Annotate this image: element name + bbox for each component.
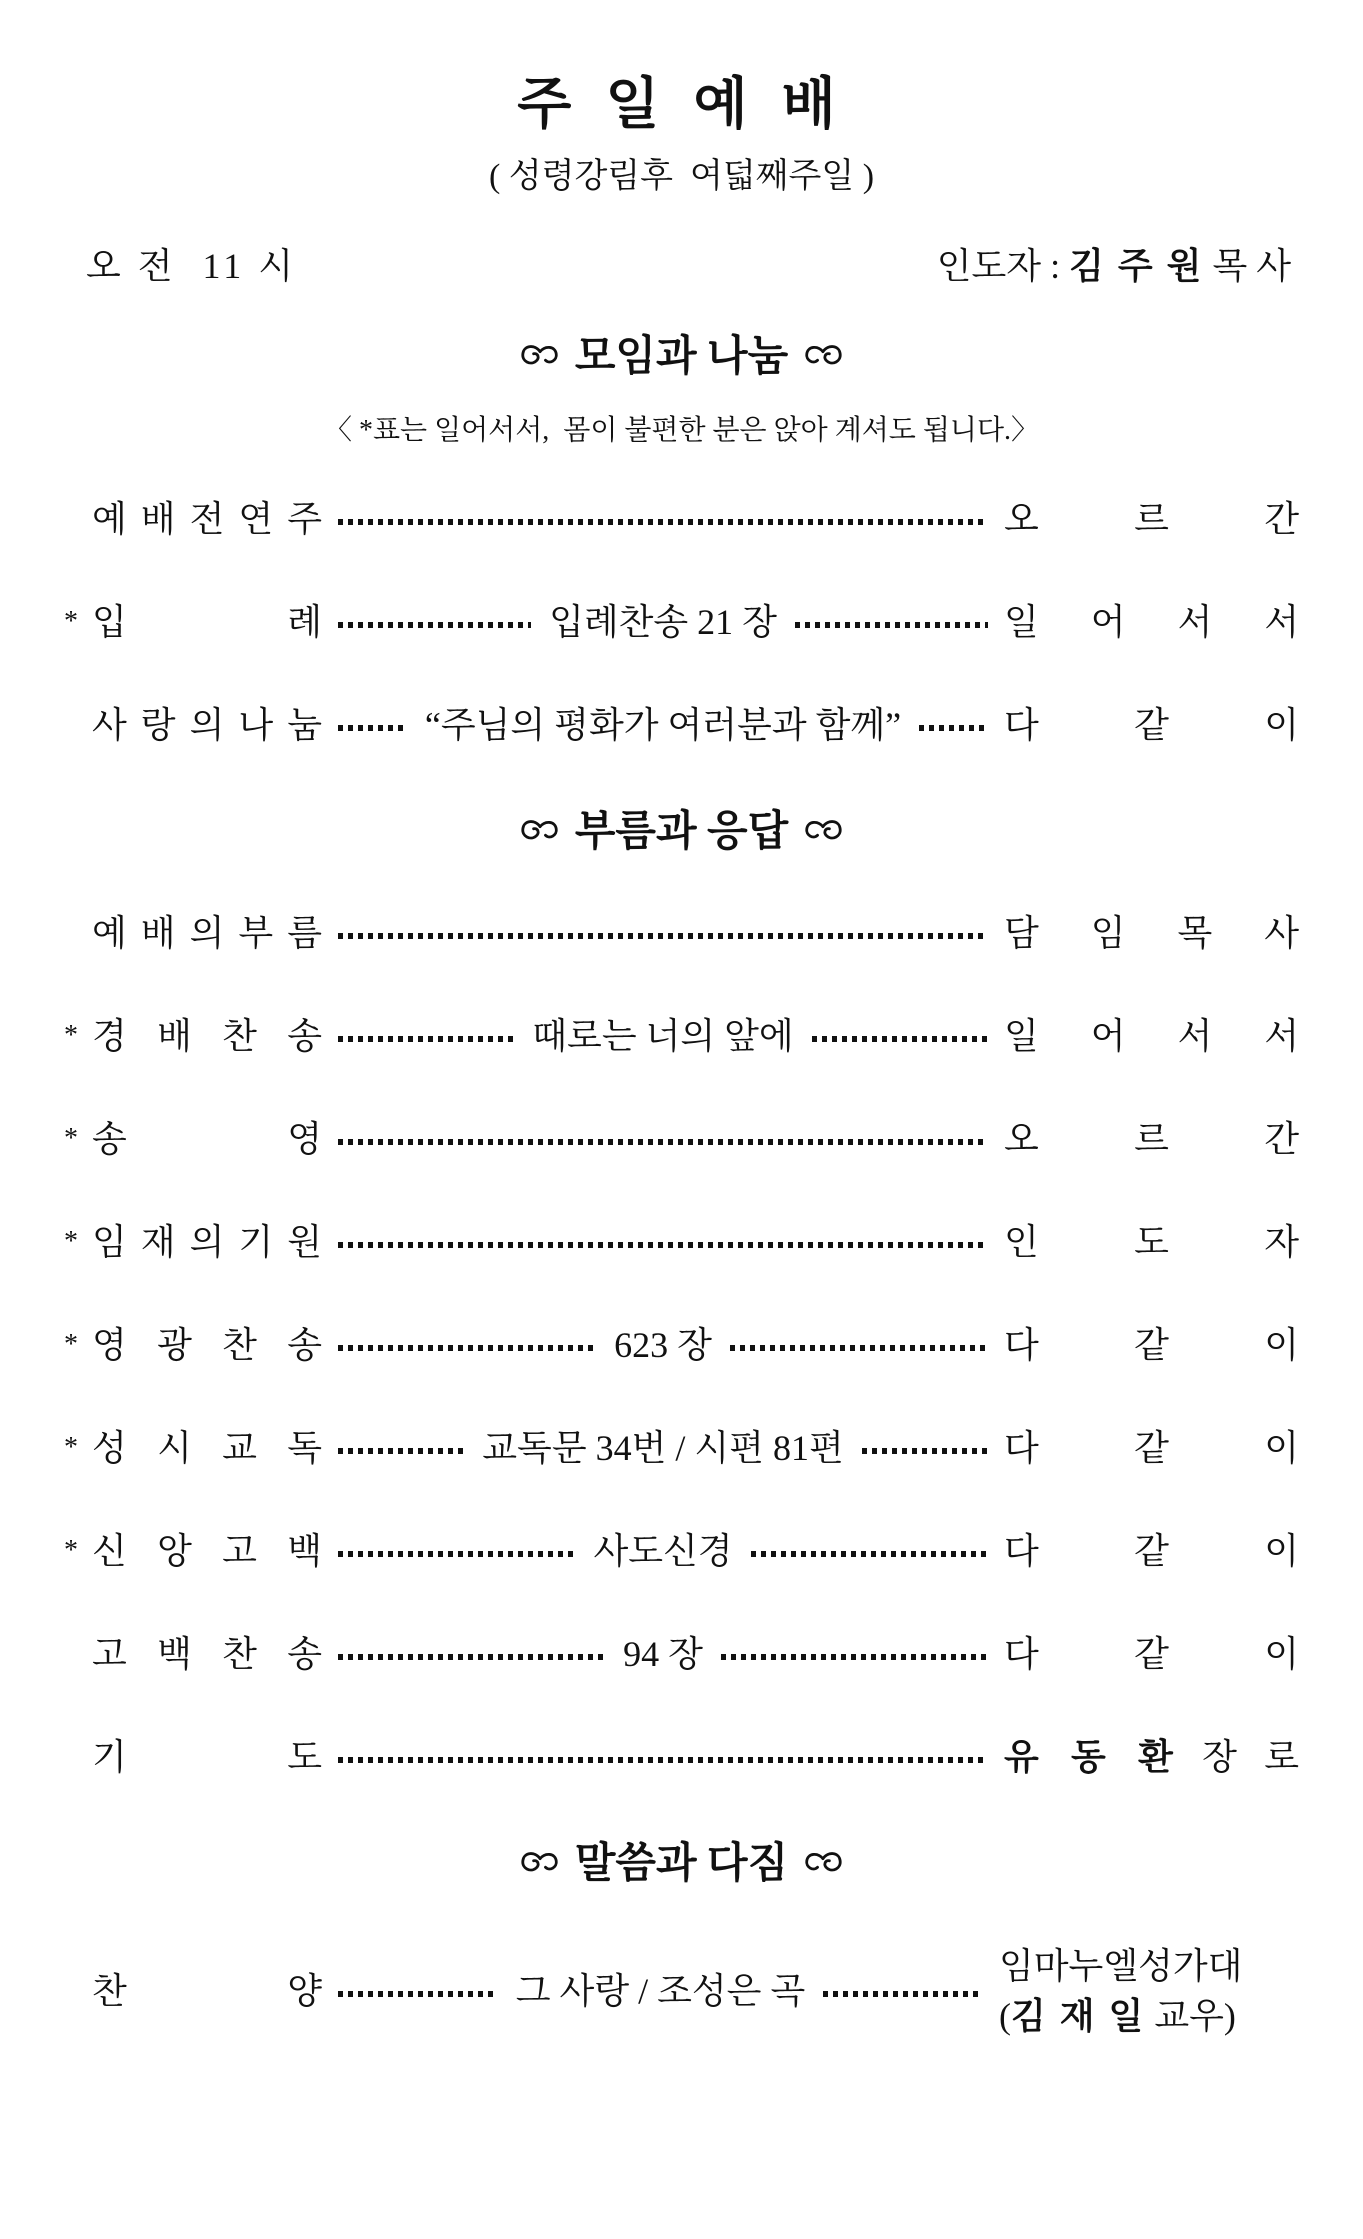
item-label: 신 앙 고 백 (92, 1530, 322, 1571)
item-label: 고 백 찬 송 (92, 1633, 322, 1674)
participant: 다 같 이 (1004, 1427, 1299, 1468)
worship-item-row (64, 1425, 1299, 1471)
dot-leader (795, 622, 988, 628)
fleuron-left-icon (517, 343, 561, 371)
item-label: 예 배 의 부 름 (92, 912, 322, 953)
participant: 오 르 간 (1004, 498, 1299, 539)
dot-leader (338, 1991, 498, 1997)
participant-group: 임마누엘성가대 (999, 1946, 1243, 1987)
item-label: 사 랑 의 나 눔 (92, 704, 322, 745)
item-detail: 623 장 (614, 1324, 712, 1365)
item-detail: 입례찬송 21 장 (549, 601, 777, 642)
worship-item-row (64, 910, 1299, 956)
dot-leader (338, 1242, 988, 1248)
participant (999, 1941, 1299, 2041)
worship-item-row (64, 1013, 1299, 1059)
dot-leader (919, 725, 988, 731)
conductor-name: 김 재 일 (1011, 1995, 1146, 2037)
participant: 다 같 이 (1004, 1633, 1299, 1674)
dot-leader (730, 1345, 988, 1351)
dot-leader (338, 622, 531, 628)
item-detail: 때로는 너의 앞에 (532, 1015, 794, 1056)
dot-leader (338, 1345, 596, 1351)
worship-item-row (64, 496, 1299, 542)
item-label: 경 배 찬 송 (92, 1015, 322, 1056)
item-detail: 94 장 (623, 1633, 703, 1674)
worship-item-row (64, 1219, 1299, 1265)
dot-leader (338, 933, 988, 939)
page-title: 주 일 예 배 (517, 74, 846, 136)
leader-role: 목 사 (1203, 246, 1291, 287)
service-time: 오 전 11 시 (86, 246, 297, 287)
worship-item-row (64, 599, 1299, 645)
section-header-call (64, 805, 1299, 860)
dot-leader (721, 1654, 988, 1660)
standing-asterisk: * (64, 1431, 78, 1463)
worship-item-row (64, 1528, 1299, 1574)
fleuron-left-icon (517, 818, 561, 846)
page-subtitle: ( 성령강림후 여덟째주일 ) (488, 158, 875, 196)
dot-leader (751, 1551, 988, 1557)
participant: 다 같 이 (1004, 1530, 1300, 1571)
dot-leader (823, 1991, 983, 1997)
section-header-word (64, 1837, 1299, 1892)
standing-asterisk: * (64, 1122, 78, 1154)
dot-leader (338, 1448, 464, 1454)
time-leader-row (64, 243, 1299, 290)
section-title: 부름과 응답 (574, 808, 789, 855)
standing-asterisk: * (64, 1019, 78, 1051)
leader-name: 김 주 원 (1069, 245, 1204, 287)
standing-asterisk: * (64, 1328, 78, 1360)
dot-leader (338, 519, 988, 525)
item-label: 임 재 의 기 원 (92, 1221, 322, 1262)
leader-line (937, 243, 1291, 290)
participant-name: 유 동 환 (1004, 1735, 1175, 1777)
section-title: 말씀과 다짐 (574, 1840, 789, 1887)
item-label: 성 시 교 독 (92, 1427, 322, 1468)
item-label: 찬 양 (92, 1971, 322, 2012)
dot-leader (338, 725, 407, 731)
participant-conductor: (김 재 일 교우) (999, 1995, 1236, 2037)
dot-leader (338, 1036, 514, 1042)
item-detail: “주님의 평화가 여러분과 함께” (424, 704, 902, 745)
call-rows (64, 910, 1299, 1780)
word-rows (64, 1941, 1299, 2041)
worship-item-row (64, 1322, 1299, 1368)
participant: 오 르 간 (1004, 1118, 1299, 1159)
dot-leader (338, 1757, 988, 1763)
section-title: 모임과 나눔 (574, 334, 789, 381)
fleuron-right-icon (802, 1850, 846, 1878)
participant: 다 같 이 (1004, 704, 1299, 745)
item-label: 입 례 (92, 601, 322, 642)
worship-item-row (64, 1631, 1299, 1677)
item-label: 기 도 (92, 1736, 322, 1777)
worship-item-row (64, 1941, 1299, 2041)
participant: 담 임 목 사 (1004, 912, 1299, 953)
dot-leader (338, 1654, 605, 1660)
section-header-gathering (64, 330, 1299, 385)
participant (1004, 1734, 1299, 1780)
gathering-rows (64, 496, 1299, 748)
item-detail: 사도신경 (593, 1530, 733, 1571)
item-label: 송 영 (92, 1118, 322, 1159)
fleuron-left-icon (517, 1850, 561, 1878)
standing-asterisk: * (64, 1534, 78, 1566)
participant-role: 장 로 (1202, 1736, 1299, 1777)
participant: 다 같 이 (1004, 1324, 1299, 1365)
item-label: 영 광 찬 송 (92, 1324, 322, 1365)
standing-asterisk: * (64, 605, 78, 637)
fleuron-right-icon (802, 343, 846, 371)
standing-note: 〈 *표는 일어서서, 몸이 불편한 분은 앉아 계셔도 됩니다.〉 (323, 414, 1039, 446)
participant: 일 어 서 서 (1004, 601, 1300, 642)
leader-label: 인도자 : (936, 246, 1070, 287)
participant: 인 도 자 (1004, 1221, 1299, 1262)
worship-item-row (64, 1116, 1299, 1162)
item-detail: 그 사랑 / 조성은 곡 (515, 1971, 806, 2012)
dot-leader (862, 1448, 988, 1454)
item-detail: 교독문 34번 / 시편 81편 (482, 1427, 844, 1468)
dot-leader (338, 1551, 575, 1557)
dot-leader (812, 1036, 988, 1042)
fleuron-right-icon (802, 818, 846, 846)
standing-asterisk: * (64, 1225, 78, 1257)
dot-leader (338, 1139, 988, 1145)
participant: 일 어 서 서 (1004, 1015, 1299, 1056)
item-label: 예 배 전 연 주 (92, 498, 322, 539)
worship-item-row (64, 702, 1299, 748)
worship-item-row (64, 1734, 1299, 1780)
